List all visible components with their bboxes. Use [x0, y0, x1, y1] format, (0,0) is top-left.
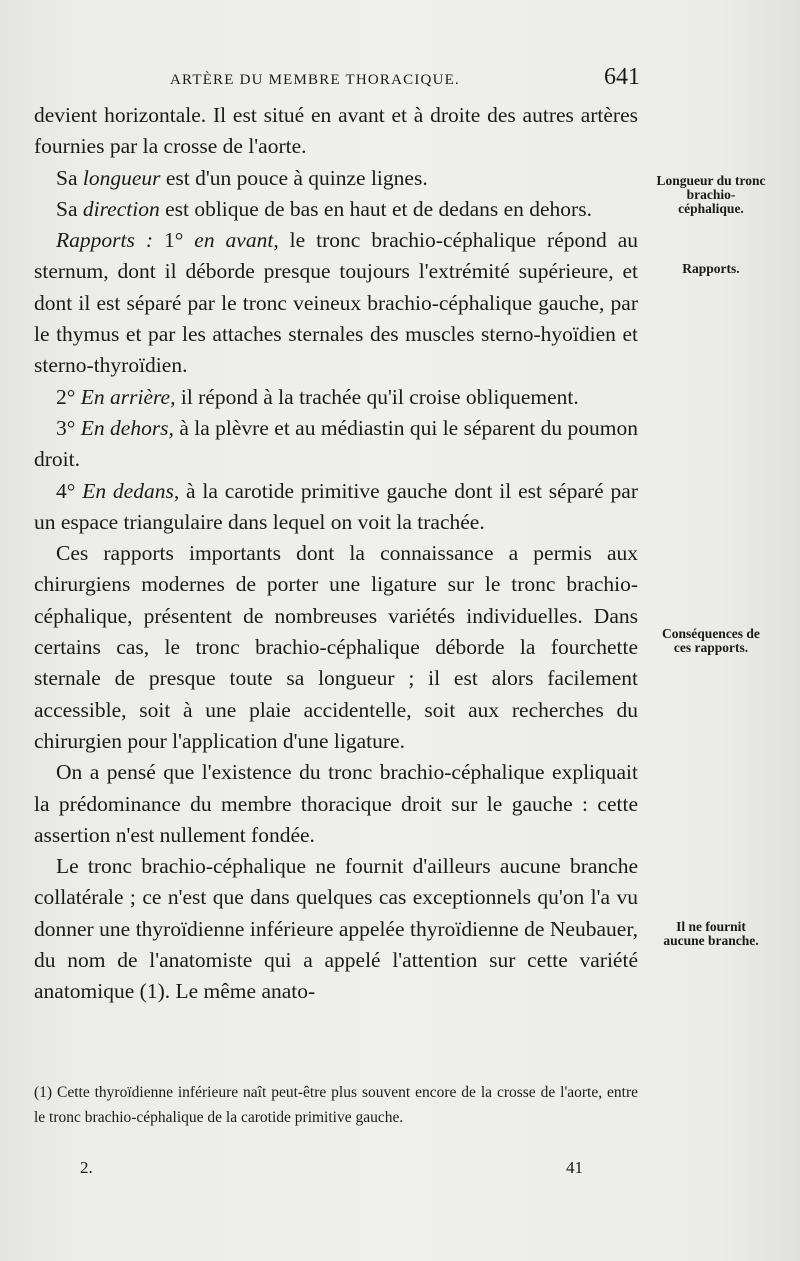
paragraph-en-arriere: 2° En arrière, il répond à la trachée qu'il croise obliquement. [56, 384, 579, 409]
sheet-number: 41 [566, 1158, 583, 1177]
paragraph-consequences: Ces rapports importants dont la connaissance a permis aux chirurgiens modernes de porter une ligature sur le tronc brachio-céphalique, présentent de nombreuses variétés individuelles. Dans certains cas, le tronc brachio-céphalique déborde la fourchette sternale de presque toute sa longueur ; il est alors facilement accessible, soit à une plaie accidentelle, soit aux recherches du chirurgien pour l'application d'une ligature. [34, 541, 638, 753]
paragraph-direction: Sa direction est oblique de bas en haut et de dedans en dehors. [56, 196, 592, 221]
page-header [170, 62, 640, 92]
term-direction: direction [82, 196, 160, 221]
page-number: 641 [604, 64, 640, 90]
margin-note-rapports: Rapports. [682, 261, 740, 276]
margin-note-ne-fournit: Il ne fournit aucune branche. [663, 919, 759, 948]
term-rapports: Rapports : [56, 228, 164, 253]
term-en-dehors: En dehors, [80, 415, 174, 440]
term-en-avant: en avant, [194, 228, 279, 253]
paragraph-longueur: Sa longueur est d'un pouce à quinze lignes. [56, 165, 428, 190]
margin-note-consequences: Conséquences de ces rapports. [662, 626, 760, 655]
footnote: (1) Cette thyroïdienne inférieure naît peut-être plus souvent encore de la crosse de l'aorte, entre le tronc brachio-céphalique de la carotide primitive gauche. [34, 1084, 638, 1126]
paragraph-1: devient horizontale. Il est situé en avant et à droite des autres artères fournies par la crosse de l'aorte. [34, 103, 638, 159]
paragraph-en-dedans: 4° En dedans, à la carotide primitive gauche dont il est séparé par un espace triangulaire dans lequel on voit la trachée. [34, 478, 638, 534]
term-longueur: longueur [82, 165, 161, 190]
paragraph-predominance: On a pensé que l'existence du tronc brachio-céphalique expliquait la prédominance du membre thoracique droit sur le gauche : cette assertion n'est nullement fondée. [34, 760, 638, 847]
paragraph-rapports-avant: Rapports : 1° en avant, le tronc brachio-céphalique répond au sternum, dont il déborde presque toujours l'extrémité supérieure, et dont il est séparé par le tronc veineux brachio-céphalique gauche, par le thymus et par les attaches sternales des muscles sterno-hyoïdien et sterno-thyroïdien. [34, 228, 639, 378]
paragraph-en-dehors: 3° En dehors, à la plèvre et au médiastin qui le séparent du poumon droit. [34, 415, 638, 472]
running-title: ARTÈRE DU MEMBRE THORACIQUE. [170, 72, 460, 88]
term-en-dedans: En dedans, [82, 478, 180, 503]
margin-note-longueur: Longueur du tronc brachio-céphalique. [656, 173, 766, 216]
term-en-arriere: En arrière, [80, 384, 176, 409]
paragraph-branches: Le tronc brachio-céphalique ne fournit d'ailleurs aucune branche collatérale ; ce n'est que dans quelques cas exceptionnels qu'on l'a vu donner une thyroïdienne inférieure appelée thyroïdienne de Neubauer, du nom de l'anatomiste qui a appelé l'attention sur cette variété anatomique (1). Le même anato- [34, 854, 638, 1004]
signature-mark: 2. [80, 1158, 93, 1177]
main-text [34, 100, 638, 1008]
